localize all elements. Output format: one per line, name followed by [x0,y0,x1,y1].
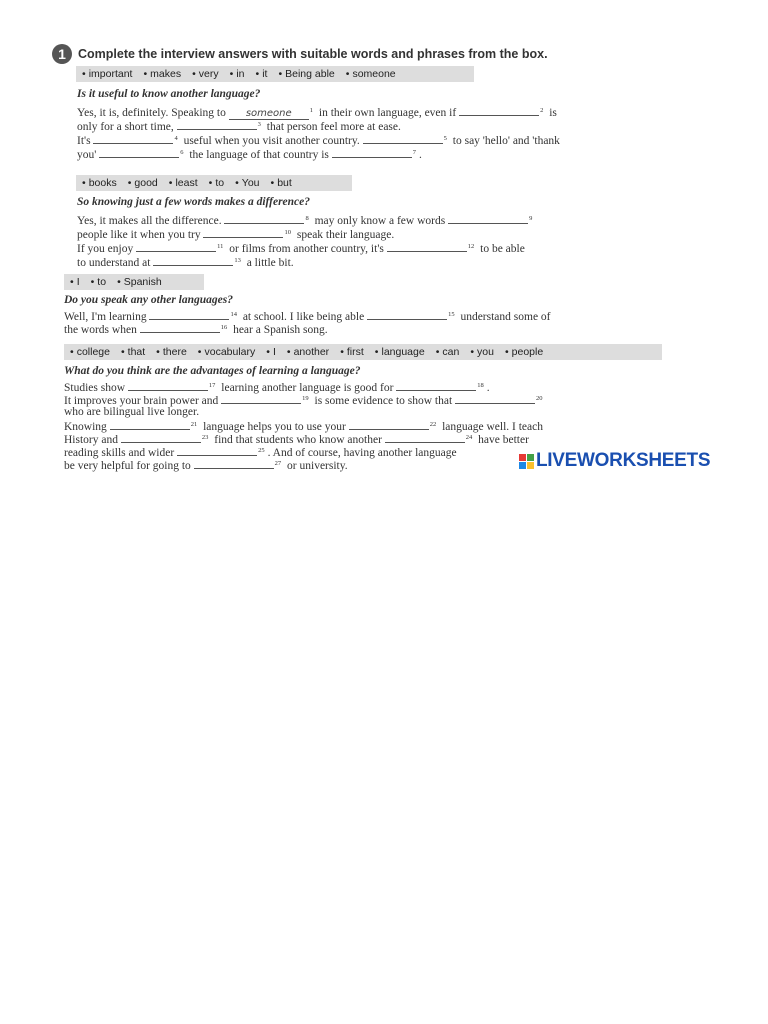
answer-blank-17[interactable] [128,380,208,391]
word-chip: • but [271,177,292,189]
text-line: who are bilingual live longer. [64,406,200,418]
text-line: Yes, it is, definitely. Speaking to someone $^1$ in their own language, even if $^2$ is [77,107,557,119]
word-chip: • makes [143,68,181,80]
text-line: reading skills and wider $^{25}$ . And of course, having another language [64,447,457,459]
answer-blank-12[interactable] [387,241,467,252]
answer-blank-5[interactable] [363,133,443,144]
question-4: What do you think are the advantages of learning a language? [64,365,361,377]
text-line: to understand at $^{13}$ a little bit. [77,257,294,269]
word-chip: • another [287,346,329,358]
text-line: the words when $^{16}$ hear a Spanish song. [64,324,328,336]
answer-blank-1[interactable]: someone [229,109,309,120]
word-chip: • first [340,346,364,358]
answer-blank-20[interactable] [455,393,535,404]
answer-blank-16[interactable] [140,322,220,333]
word-chip: • very [192,68,219,80]
exercise-number: 1 [52,44,72,64]
text-line: you' $^6$ the language of that country is $^7$ . [77,149,422,161]
word-chip: • people [505,346,543,358]
word-box-3 [64,274,204,290]
word-chip: • can [436,346,460,358]
answer-blank-4[interactable] [93,133,173,144]
liveworksheets-logo-icon [519,454,534,469]
question-1: Is it useful to know another language? [77,88,261,100]
word-box-4 [64,344,662,360]
word-chip: • good [128,177,158,189]
word-chip: • I [70,276,80,288]
liveworksheets-watermark [519,450,710,472]
word-chip: • You [235,177,259,189]
watermark-text: LIVEWORKSHEETS [536,450,711,471]
question-3: Do you speak any other languages? [64,294,233,306]
word-chip: • that [121,346,145,358]
word-box-1 [76,66,474,82]
text-line: people like it when you try $^{10}$ speak their language. [77,229,395,241]
text-line: be very helpful for going to $^{27}$ or university. [64,460,348,472]
word-chip: • to [209,177,224,189]
answer-blank-8[interactable] [224,213,304,224]
answer-blank-14[interactable] [149,309,229,320]
answer-blank-2[interactable] [459,105,539,116]
answer-blank-22[interactable] [349,419,429,430]
text-line: Knowing $^{21}$ language helps you to use your $^{22}$ language well. I teach [64,421,543,433]
answer-blank-23[interactable] [121,432,201,443]
question-2: So knowing just a few words makes a difference? [77,196,310,208]
word-chip: • books [82,177,117,189]
word-chip: • you [470,346,494,358]
word-chip: • important [82,68,132,80]
answer-blank-18[interactable] [396,380,476,391]
answer-blank-21[interactable] [110,419,190,430]
exercise-heading [52,44,548,64]
answer-blank-9[interactable] [448,213,528,224]
word-chip: • to [91,276,106,288]
word-chip: • Being able [278,68,334,80]
word-chip: • there [156,346,187,358]
word-chip: • vocabulary [198,346,255,358]
word-chip: • college [70,346,110,358]
word-chip: • someone [346,68,396,80]
word-chip: • language [375,346,425,358]
text-line: Studies show $^{17}$ learning another language is good for $^{18}$ . [64,382,490,394]
answer-blank-6[interactable] [99,147,179,158]
text-line: It improves your brain power and $^{19}$ is some evidence to show that $^{20}$ [64,395,543,407]
answer-blank-10[interactable] [203,227,283,238]
text-line: only for a short time, $^3$ that person feel more at ease. [77,121,401,133]
word-chip: • it [256,68,268,80]
word-chip: • in [230,68,245,80]
answer-blank-27[interactable] [194,458,274,469]
answer-blank-24[interactable] [385,432,465,443]
answer-blank-25[interactable] [177,445,257,456]
answer-blank-3[interactable] [177,119,257,130]
answer-blank-19[interactable] [221,393,301,404]
word-chip: • I [266,346,276,358]
text-line: It's $^4$ useful when you visit another country. $^5$ to say 'hello' and 'thank [77,135,560,147]
text-line: Yes, it makes all the difference. $^8$ may only know a few words $^9$ [77,215,533,227]
word-box-2 [76,175,352,191]
word-chip: • Spanish [117,276,162,288]
exercise-instruction: Complete the interview answers with suitable words and phrases from the box. [78,47,548,61]
answer-blank-7[interactable] [332,147,412,158]
answer-blank-13[interactable] [153,255,233,266]
text-line: If you enjoy $^{11}$ or films from another country, it's $^{12}$ to be able [77,243,525,255]
answer-blank-15[interactable] [367,309,447,320]
text-line: History and $^{23}$ find that students who know another $^{24}$ have better [64,434,529,446]
answer-blank-11[interactable] [136,241,216,252]
word-chip: • least [169,177,198,189]
text-line: Well, I'm learning $^{14}$ at school. I like being able $^{15}$ understand some of [64,311,551,323]
